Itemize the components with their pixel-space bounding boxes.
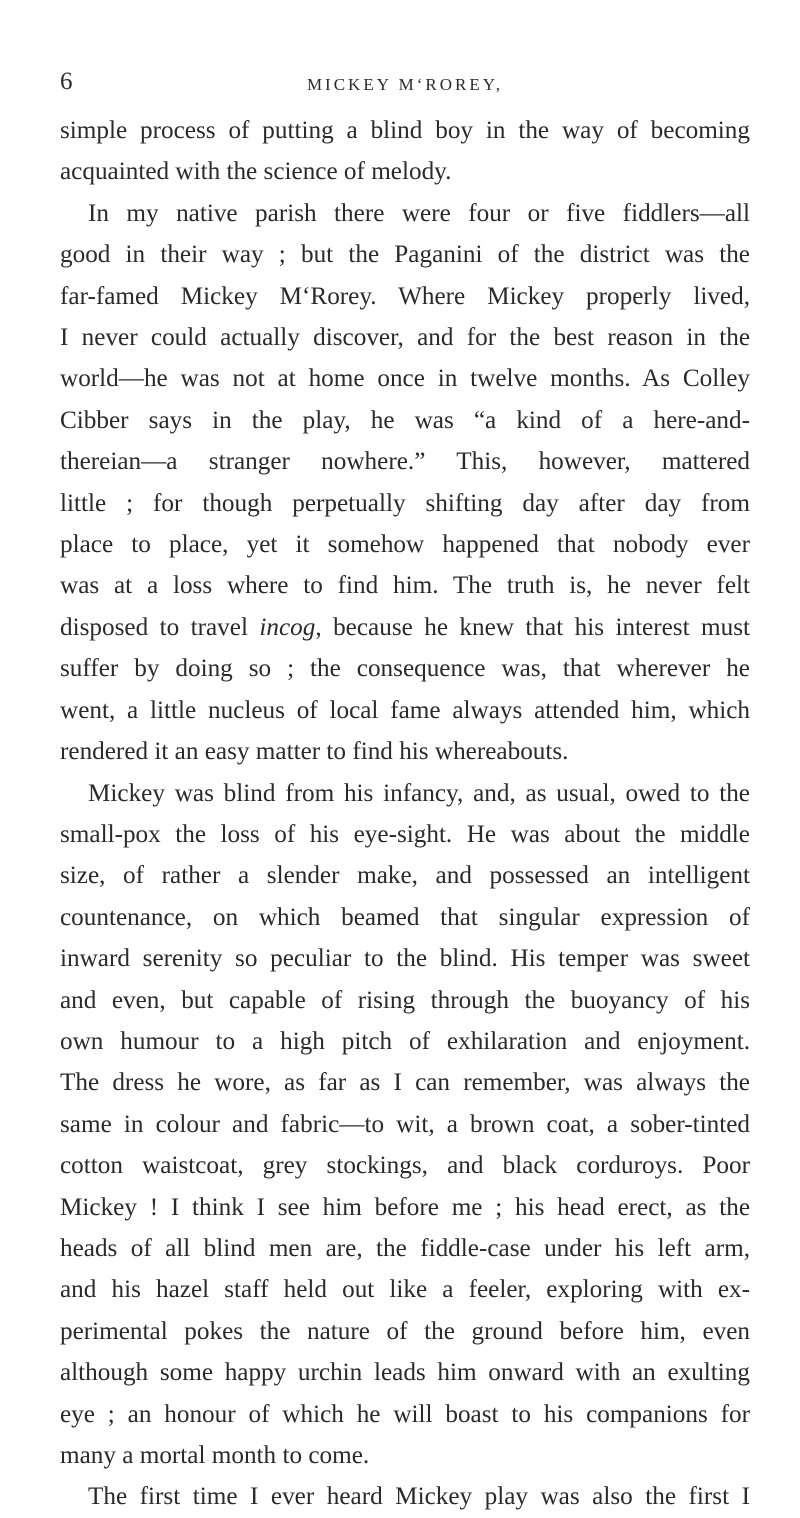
- text-line: eye ; an honour of which he will boast to his companions for: [60, 1400, 750, 1428]
- text-line: good in their way ; but the Paganini of the district was the: [60, 241, 750, 269]
- text-line: went, a little nucleus of local fame always attended him, which: [60, 696, 750, 724]
- text-line: I never could actually discover, and for the best reason in the: [60, 324, 750, 352]
- text-segment: disposed to travel: [60, 613, 260, 641]
- text-line: cotton waistcoat, grey stockings, and black corduroys. Poor: [60, 1152, 750, 1180]
- text-line: small-pox the loss of his eye-sight. He was about the middle: [60, 820, 750, 848]
- text-line: little ; for though perpetually shifting day after day from: [60, 489, 750, 517]
- text-line: world—he was not at home once in twelve months. As Colley: [60, 365, 750, 393]
- text-line: far-famed Mickey M‘Rorey. Where Mickey properly lived,: [60, 282, 750, 310]
- text-line: Cibber says in the play, he was “a kind of a here-and-: [60, 406, 750, 434]
- body-text: [60, 110, 750, 1518]
- text-line: Mickey was blind from his infancy, and, as usual, owed to the: [88, 779, 750, 807]
- text-line: suffer by doing so ; the consequence was, that wherever he: [60, 655, 750, 683]
- text-line: and even, but capable of rising through the buoyancy of his: [60, 986, 750, 1014]
- text-line: size, of rather a slender make, and possessed an intelligent: [60, 862, 750, 890]
- text-line: Mickey ! I think I see him before me ; his head erect, as the: [60, 1193, 750, 1221]
- text-line: In my native parish there were four or five fiddlers—all: [88, 199, 750, 227]
- text-line: countenance, on which beamed that singular expression of: [60, 903, 750, 931]
- text-line: acquainted with the science of melody.: [60, 158, 452, 186]
- text-line: many a mortal month to come.: [60, 1442, 370, 1469]
- page-number: 6: [60, 68, 74, 95]
- text-line: The dress he wore, as far as I can remember, was always the: [60, 1069, 750, 1097]
- text-line: was at a loss where to find him. The truth is, he never felt: [60, 572, 750, 600]
- text-line: and his hazel staff held out like a feeler, exploring with ex-: [60, 1276, 750, 1304]
- text-line: thereian—a stranger nowhere.” This, however, mattered: [60, 448, 750, 476]
- text-line: [60, 607, 750, 648]
- text-line: own humour to a high pitch of exhilaration and enjoyment.: [60, 1027, 750, 1055]
- text-segment: , because he knew that his interest must: [315, 613, 750, 641]
- italic-word: incog: [259, 613, 316, 641]
- text-line: although some happy urchin leads him onward with an exulting: [60, 1359, 750, 1387]
- text-line: same in colour and fabric—to wit, a brown coat, a sober-tinted: [60, 1110, 750, 1138]
- text-line: The first time I ever heard Mickey play was also the first I: [88, 1483, 750, 1511]
- text-line: heads of all blind men are, the fiddle-case under his left arm,: [60, 1234, 750, 1262]
- running-head: [60, 68, 750, 102]
- text-line: perimental pokes the nature of the ground before him, even: [60, 1317, 750, 1345]
- text-line: simple process of putting a blind boy in the way of becoming: [60, 117, 750, 144]
- running-title: MICKEY M‘ROREY,: [306, 75, 504, 94]
- text-line: place to place, yet it somehow happened that nobody ever: [60, 531, 750, 559]
- text-line: inward serenity so peculiar to the blind. His temper was sweet: [60, 945, 750, 973]
- text-line: rendered it an easy matter to find his whereabouts.: [60, 738, 569, 766]
